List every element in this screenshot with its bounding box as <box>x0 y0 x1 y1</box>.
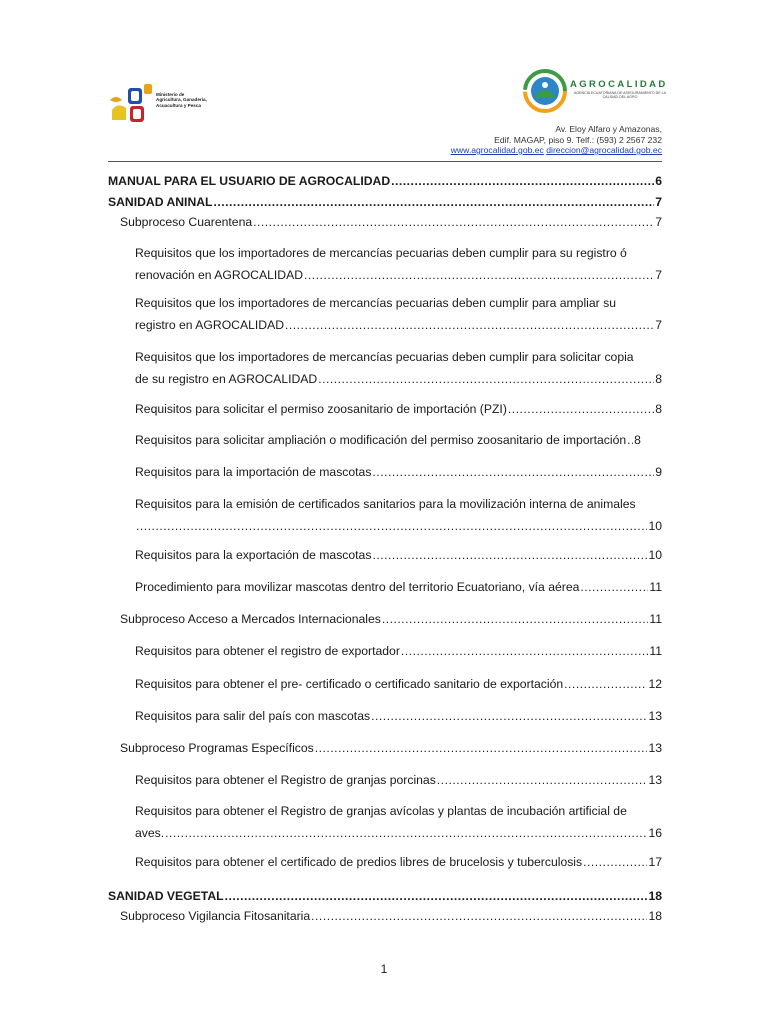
toc-entry-title: Requisitos para obtener el certificado de predios libres de brucelosis y tuberculosis <box>135 855 583 869</box>
agrocalidad-name: AGROCALIDAD <box>570 79 668 90</box>
toc-entry[interactable] <box>135 673 662 695</box>
toc-entry[interactable] <box>135 769 662 791</box>
toc-entry-title: Requisitos para obtener el pre- certificado o certificado sanitario de exportación <box>135 677 564 691</box>
toc-entry-title-cont: renovación en AGROCALIDAD <box>135 268 303 282</box>
toc-entry-page: 10 <box>648 548 662 562</box>
toc-entry-title: Procedimiento para movilizar mascotas dentro del territorio Ecuatoriano, vía aérea <box>135 580 580 594</box>
ministry-emblem-icon <box>108 82 156 126</box>
toc-entry[interactable] <box>135 429 662 451</box>
toc-entry[interactable] <box>135 544 662 566</box>
toc-entry-page: 7 <box>655 215 662 229</box>
toc-entry-title: Subproceso Cuarentena <box>120 215 253 229</box>
toc-entry-title: Requisitos que los importadores de mercancías pecuarias deben cumplir para solicitar copia <box>135 350 634 364</box>
toc-entry-title: MANUAL PARA EL USUARIO DE AGROCALIDAD <box>108 174 391 188</box>
address-block <box>451 124 662 156</box>
toc-entry-page: 11 <box>649 644 662 658</box>
toc-entry-title: Requisitos para la emisión de certificados sanitarios para la movilización interna de animales <box>135 497 636 511</box>
toc-entry[interactable] <box>120 608 662 630</box>
toc-entry[interactable] <box>120 737 662 759</box>
toc-entry-title: SANIDAD ANINAL <box>108 195 213 209</box>
address-line-1: Av. Eloy Alfaro y Amazonas, <box>555 124 662 134</box>
toc-entry-page: 11 <box>649 612 662 626</box>
agrocalidad-logo <box>522 68 668 116</box>
toc-entry-title: Subproceso Acceso a Mercados Internacionales <box>120 612 381 626</box>
email-link[interactable]: direccion@agrocalidad.gob.ec <box>546 145 662 155</box>
agrocalidad-subtitle: AGENCIA ECUATORIANA DE ASEGURAMIENTO DE LA CALIDAD DEL AGRO <box>573 91 667 100</box>
toc-entry[interactable] <box>135 398 662 420</box>
website-link[interactable]: www.agrocalidad.gob.ec <box>450 145 544 155</box>
toc-entry-page: 13 <box>648 709 662 723</box>
toc-entry-page: 6 <box>655 174 662 188</box>
toc-entry-page: 8 <box>634 433 641 447</box>
toc-entry-page: 9 <box>655 465 662 479</box>
toc-entry[interactable] <box>135 493 662 537</box>
toc-entry-title: Requisitos para obtener el Registro de granjas avícolas y plantas de incubación artificial de <box>135 804 627 818</box>
toc-entry[interactable] <box>135 461 662 483</box>
address-line-2: Edif. MAGAP, piso 9. Telf.: (593) 2 2567 232 <box>494 134 662 145</box>
toc-entry-page: 18 <box>648 909 662 923</box>
toc-entry[interactable] <box>135 346 662 390</box>
toc-entry-title: Requisitos para la exportación de mascotas <box>135 548 372 562</box>
toc-entry-page: 17 <box>648 855 662 869</box>
toc-entry-page: 12 <box>648 677 662 691</box>
toc-entry[interactable] <box>135 800 662 844</box>
toc-entry-page: 13 <box>648 741 662 755</box>
toc-entry-title: SANIDAD VEGETAL <box>108 889 224 903</box>
toc-entry[interactable] <box>108 191 662 213</box>
toc-entry-title: Subproceso Vigilancia Fitosanitaria <box>120 909 311 923</box>
toc-entry-title-cont: de su registro en AGROCALIDAD <box>135 372 318 386</box>
toc-entry-title: Subproceso Programas Específicos <box>120 741 314 755</box>
toc-entry-page: 13 <box>648 773 662 787</box>
contact-links <box>451 145 662 156</box>
toc-entry-page: 7 <box>655 195 662 209</box>
ministry-name: Ministerio de Agricultura, Ganadería, Acuacultura y Pesca <box>156 92 207 108</box>
toc-entry[interactable] <box>108 170 662 192</box>
toc-entry-title: Requisitos para la importación de mascotas <box>135 465 372 479</box>
toc-entry-page: 8 <box>655 372 662 386</box>
toc-entry-title: Requisitos para salir del país con mascotas <box>135 709 371 723</box>
toc-entry-title: Requisitos para solicitar el permiso zoosanitario de importación (PZI) <box>135 402 507 416</box>
toc-entry-title: Requisitos que los importadores de mercancías pecuarias deben cumplir para ampliar su <box>135 296 616 310</box>
header-rule <box>108 161 662 162</box>
ministry-logo <box>108 80 228 130</box>
page-number: 1 <box>380 962 388 976</box>
toc-entry-title-cont: registro en AGROCALIDAD <box>135 318 285 332</box>
toc-entry[interactable] <box>135 576 662 598</box>
toc-entry[interactable] <box>135 705 662 727</box>
toc-entry[interactable] <box>120 211 662 233</box>
toc-entry-page: 7 <box>655 318 662 332</box>
toc-entry-page: 7 <box>655 268 662 282</box>
toc-entry[interactable] <box>120 905 662 927</box>
toc-entry[interactable] <box>135 640 662 662</box>
toc-entry-title: Requisitos que los importadores de mercancías pecuarias deben cumplir para su registro ó <box>135 246 627 260</box>
toc-entry[interactable] <box>135 851 662 873</box>
toc-entry-page: 16 <box>648 826 662 840</box>
agrocalidad-emblem-icon <box>522 68 568 114</box>
toc-entry-title: Requisitos para solicitar ampliación o modificación del permiso zoosanitario de importación <box>135 433 627 447</box>
toc-entry-title-cont: aves. <box>135 826 165 840</box>
toc-entry[interactable] <box>135 292 662 336</box>
toc-entry-page: 10 <box>648 519 662 533</box>
toc-entry-page: 8 <box>655 402 662 416</box>
toc-entry-title: Requisitos para obtener el registro de exportador <box>135 644 400 658</box>
toc-entry-page: 18 <box>648 889 662 903</box>
toc-entry[interactable] <box>135 242 662 286</box>
toc-entry-title: Requisitos para obtener el Registro de granjas porcinas <box>135 773 436 787</box>
toc-entry-page: 11 <box>649 580 662 594</box>
toc-entry[interactable] <box>108 885 662 907</box>
